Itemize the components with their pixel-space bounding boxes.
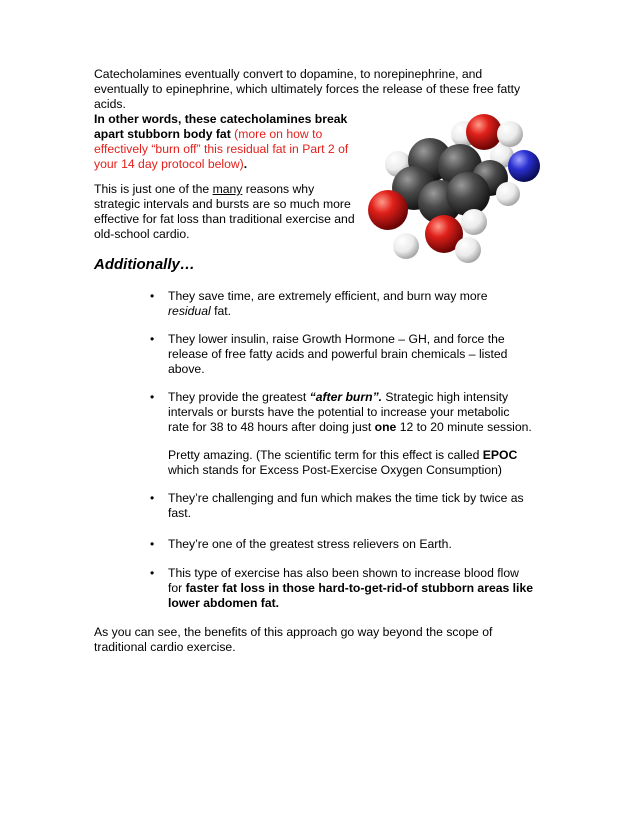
closing-line-2: traditional cardio exercise. [94, 640, 236, 654]
bullet-3-line-2: intervals or bursts have the potential to increase your metabolic [168, 405, 510, 419]
bullet-5-line-1: They’re one of the greatest stress relievers on Earth. [168, 537, 452, 551]
bullet-6-text: for [168, 581, 186, 595]
bullet-1-line-2 [168, 304, 231, 319]
hydrogen-atom [455, 237, 481, 263]
catecholamine-molecule-image [362, 98, 540, 268]
hydrogen-atom [497, 121, 523, 147]
para2-text-b: reasons why [242, 182, 315, 196]
bullet-2-line-3: above. [168, 362, 205, 376]
bullet-6-bold: faster fat loss in those hard-to-get-rid-of stubborn areas like [185, 581, 534, 595]
para2-line-4: old-school cardio. [94, 227, 190, 241]
bullet-6-line-1: This type of exercise has also been shown to increase blood flow [168, 566, 519, 580]
para2-underlined-many: many [212, 182, 243, 196]
bullet-3-after-burn: “after burn”. [309, 390, 383, 404]
bullet-dot: • [150, 537, 155, 551]
bullet-3-line-3 [168, 420, 532, 435]
bullet-4-line-2: fast. [168, 506, 192, 520]
bullet-3-text-d: 12 to 20 minute session. [396, 420, 532, 434]
intro-line-2: eventually to epinephrine, which ultimately forces the release of these free fatty [94, 82, 521, 96]
bullet-3-text-a: They provide the greatest [168, 390, 310, 404]
bullet-3-para2-line-2: which stands for Excess Post-Exercise Oxygen Consumption) [168, 463, 502, 477]
hydrogen-atom [393, 233, 419, 259]
bullet-1-italic: residual [168, 304, 211, 318]
intro-line-3: acids. [94, 97, 126, 111]
bullet-dot: • [150, 566, 155, 580]
bullet-3-line-1 [168, 390, 508, 405]
intro-red-1: (more on how to [230, 127, 323, 141]
para2-line-1 [94, 182, 314, 197]
intro-line-1: Catecholamines eventually convert to dopamine, to norepinephrine, and [94, 67, 483, 81]
section-heading: Additionally… [94, 256, 195, 273]
intro-period: . [243, 157, 248, 171]
bullet-3-text-b: Strategic high intensity [382, 390, 509, 404]
nitrogen-atom [508, 150, 540, 182]
intro-line-5 [94, 127, 322, 142]
intro-red-3: your 14 day protocol below) [94, 157, 244, 171]
bullet-4-line-1: They’re challenging and fun which makes the time tick by twice as [168, 491, 524, 505]
bullet-1-line-1: They save time, are extremely efficient, and burn way more [168, 289, 488, 303]
closing-line-1: As you can see, the benefits of this approach go way beyond the scope of [94, 625, 493, 639]
bullet-dot: • [150, 491, 155, 505]
bullet-dot: • [150, 289, 155, 303]
bullet-1-end: fat. [210, 304, 232, 318]
bullet-2-line-2: release of free fatty acids and powerful brain chemicals – listed [168, 347, 508, 361]
bullet-dot: • [150, 332, 155, 346]
bullet-6-line-3: lower abdomen fat. [168, 596, 280, 610]
bullet-3-para2-line-1 [168, 448, 517, 463]
intro-red-2: effectively “burn off” this residual fat in Part 2 of [94, 142, 349, 156]
para2-line-3: effective for fat loss than traditional exercise and [94, 212, 355, 226]
hydrogen-atom [461, 209, 487, 235]
intro-line-7 [94, 157, 247, 172]
carbon-atom [446, 172, 490, 216]
bullet-3-epoc: EPOC [482, 448, 518, 462]
bullet-6-line-2 [168, 581, 533, 596]
para2-text-a: This is just one of the [94, 182, 213, 196]
intro-bold-line-1: In other words, these catecholamines break [94, 112, 348, 126]
oxygen-atom [466, 114, 502, 150]
bullet-3-bold-one: one [374, 420, 397, 434]
oxygen-atom [368, 190, 408, 230]
para2-line-2: strategic intervals and bursts are so much more [94, 197, 351, 211]
bullet-3-text-c: rate for 38 to 48 hours after doing just [168, 420, 375, 434]
bullet-2-line-1: They lower insulin, raise Growth Hormone – GH, and force the [168, 332, 505, 346]
hydrogen-atom [496, 182, 520, 206]
bullet-dot: • [150, 390, 155, 404]
intro-bold-line-2: apart stubborn body fat [94, 127, 231, 141]
bullet-3-para2-text: Pretty amazing. (The scientific term for this effect is called [168, 448, 483, 462]
